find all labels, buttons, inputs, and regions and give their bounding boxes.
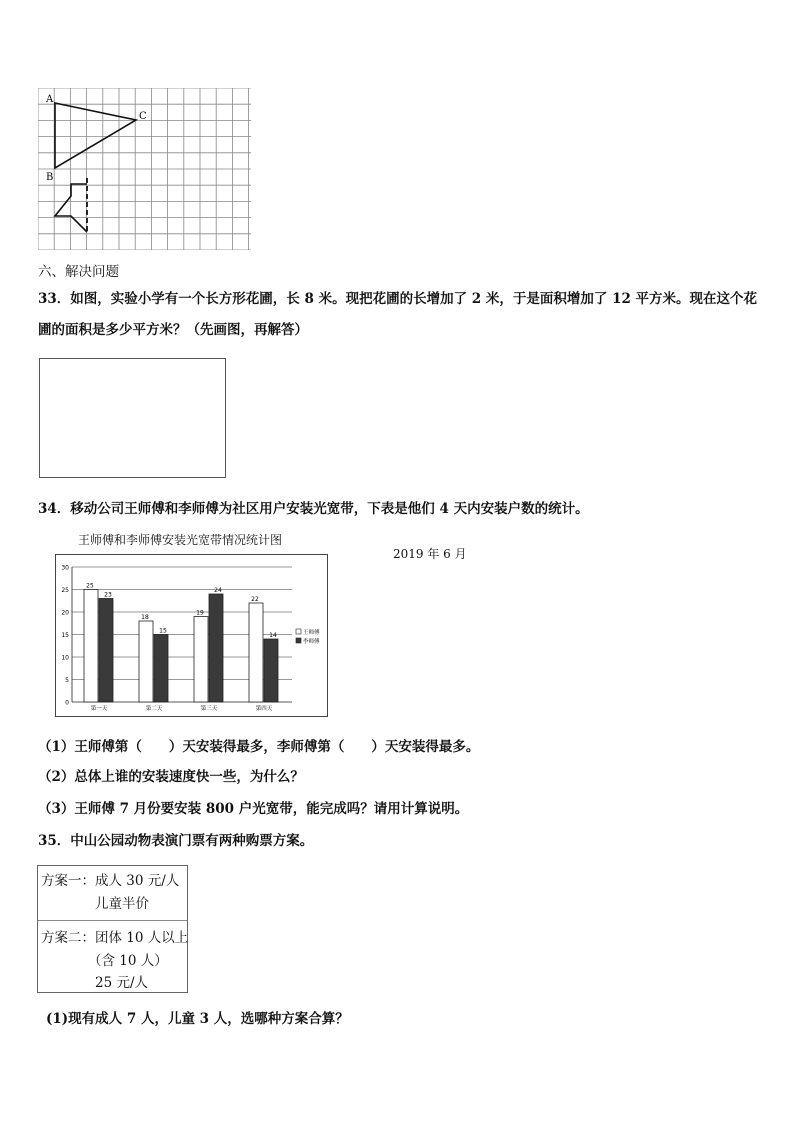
plan2-label: 方案二： [41, 930, 95, 946]
section-title: 六、解决问题 [38, 264, 119, 280]
data-label: 24 [214, 587, 222, 594]
q35-sub1: (1)现有成人 7 人，儿童 3 人，选哪种方案合算？ [46, 1011, 349, 1027]
plan1-label: 方案一： [41, 873, 95, 889]
legend-swatch [296, 638, 301, 643]
q33-line1: 33．如图，实验小学有一个长方形花圃，长 8 米。现把花圃的长增加了 2 米，于是面积增加了 12 平方米。现在这个花 [38, 291, 758, 307]
legend-swatch [296, 629, 301, 634]
y-tick-label: 30 [61, 564, 69, 572]
bar-wang [194, 617, 208, 703]
data-label: 25 [86, 582, 94, 590]
q34-sub1: （1）王师傅第（ ）天安装得最多，李师傅第（ ）天安装得最多。 [38, 739, 480, 755]
chart-title: 王师傅和李师傅安装光宽带情况统计图 [78, 533, 283, 547]
y-tick-label: 5 [65, 677, 69, 684]
legend-label: 王师傅 [303, 630, 320, 636]
x-tick-label: 第一天 [90, 706, 108, 712]
data-label: 22 [251, 596, 259, 603]
legend-label: 李师傅 [303, 639, 320, 645]
label-a: A [46, 94, 54, 105]
bar-li [154, 635, 168, 703]
label-c: C [139, 111, 147, 122]
plan1-line1: 成人 30 元/人 [95, 873, 180, 889]
bar-wang [249, 603, 263, 702]
data-label: 14 [269, 632, 277, 639]
y-tick-label: 20 [61, 609, 69, 617]
data-label: 19 [196, 609, 204, 617]
bar-chart [55, 554, 328, 717]
y-tick-label: 10 [61, 654, 69, 662]
triangle-abc [55, 103, 136, 168]
half-shape [55, 184, 87, 232]
bar-wang [139, 621, 153, 702]
drawing-answer-box[interactable] [39, 358, 226, 478]
plan2-line1: 团体 10 人以上 [95, 930, 189, 946]
q34-intro: 34．移动公司王师傅和李师傅为社区用户安装光宽带，下表是他们 4 天内安装户数的统计。 [38, 501, 589, 517]
q33-line2: 圃的面积是多少平方米？（先画图，再解答） [38, 322, 308, 338]
data-label: 18 [141, 614, 149, 621]
q35-intro: 35．中山公园动物表演门票有两种购票方案。 [38, 833, 314, 849]
plan2-line2: （含 10 人） [88, 953, 168, 969]
q34-sub2: （2）总体上谁的安装速度快一些，为什么？ [38, 769, 304, 785]
plan-divider [38, 920, 187, 921]
label-b: B [46, 172, 54, 183]
ticket-plans-box [37, 865, 188, 993]
bar-li [264, 639, 278, 702]
y-tick-label: 15 [61, 632, 69, 639]
y-tick-label: 25 [61, 587, 69, 594]
bar-wang [84, 590, 98, 703]
y-tick-label: 0 [65, 699, 69, 707]
plan1-line2: 儿童半价 [95, 896, 149, 912]
x-tick-label: 第四天 [255, 706, 273, 712]
bar-li [209, 594, 223, 702]
data-label: 15 [159, 627, 167, 635]
data-label: 23 [104, 591, 112, 599]
q34-sub3: （3）王师傅 7 月份要安装 800 户光宽带，能完成吗？请用计算说明。 [38, 801, 469, 817]
x-tick-label: 第二天 [145, 706, 163, 712]
bar-li [99, 599, 113, 703]
chart-svg [56, 555, 327, 716]
grid-figure [38, 88, 251, 250]
x-tick-label: 第三天 [200, 706, 218, 712]
grid-svg [38, 88, 251, 250]
plan2-line3: 25 元/人 [95, 975, 149, 991]
chart-date: 2019 年 6 月 [393, 547, 467, 561]
